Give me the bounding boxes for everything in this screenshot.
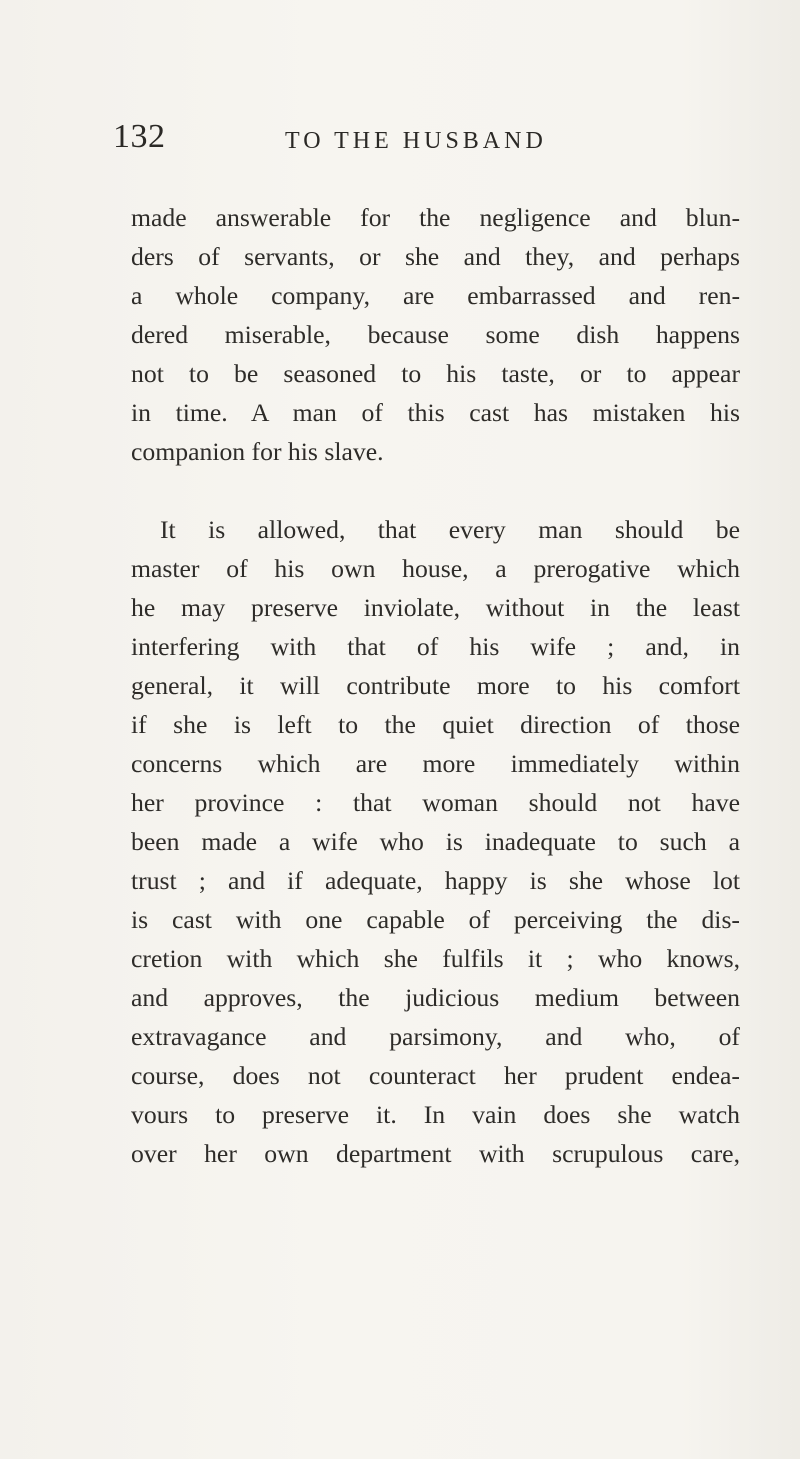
text-line: is cast with one capable of perceiving the dis- [131, 905, 740, 934]
text-line: dered miserable, because some dish happens [131, 320, 740, 349]
text-line: trust ; and if adequate, happy is she whose lot [131, 866, 740, 895]
text-line: he may preserve inviolate, without in the least [131, 593, 740, 622]
paragraph-gap [131, 471, 740, 510]
running-head: TO THE HUSBAND [285, 128, 547, 154]
page-header [113, 110, 753, 170]
text-line: if she is left to the quiet direction of those [131, 710, 740, 739]
paragraph-1 [131, 198, 740, 471]
text-line: master of his own house, a prerogative which [131, 554, 740, 583]
body-text [131, 198, 740, 1173]
text-line: vours to preserve it. In vain does she watch [131, 1100, 740, 1129]
text-line: interfering with that of his wife ; and, in [131, 632, 740, 661]
text-line: her province : that woman should not have [131, 788, 740, 817]
text-line: a whole company, are embarrassed and ren- [131, 281, 740, 310]
text-line: not to be seasoned to his taste, or to appear [131, 359, 740, 388]
text-line: course, does not counteract her prudent endea- [131, 1061, 740, 1090]
text-line: and approves, the judicious medium between [131, 983, 740, 1012]
text-line: over her own department with scrupulous care, [131, 1139, 740, 1168]
text-line: concerns which are more immediately within [131, 749, 740, 778]
text-line: made answerable for the negligence and blun- [131, 203, 740, 232]
text-line: in time. A man of this cast has mistaken his [131, 398, 740, 427]
paragraph-2 [131, 510, 740, 1173]
page-number: 132 [113, 118, 166, 155]
text-line: It is allowed, that every man should be [160, 515, 740, 544]
text-line: general, it will contribute more to his comfort [131, 671, 740, 700]
text-line: ders of servants, or she and they, and perhaps [131, 242, 740, 271]
text-line: companion for his slave. [131, 437, 384, 466]
text-line: cretion with which she fulfils it ; who knows, [131, 944, 740, 973]
text-line: been made a wife who is inadequate to such a [131, 827, 740, 856]
text-line: extravagance and parsimony, and who, of [131, 1022, 740, 1051]
